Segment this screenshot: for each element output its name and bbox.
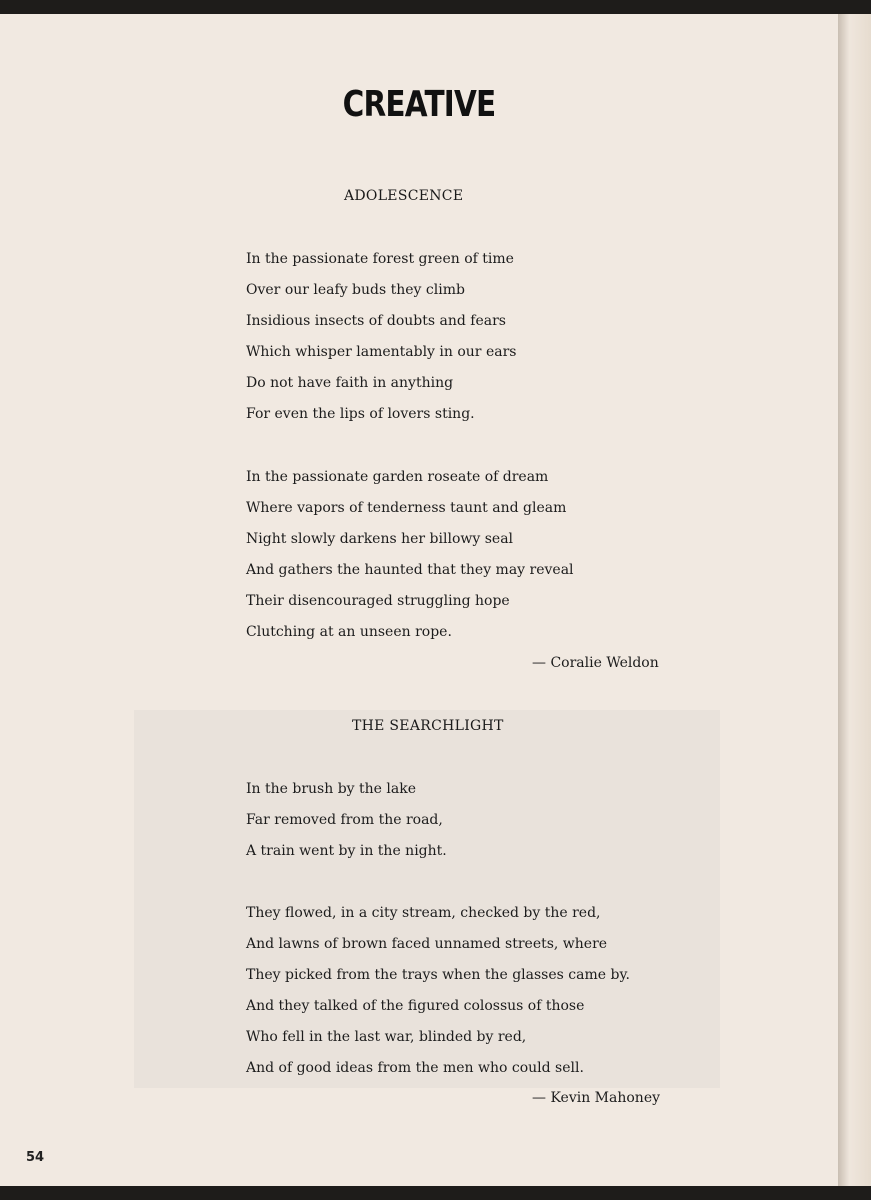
poem-line: And they talked of the figured colossus of those: [246, 998, 585, 1014]
poem-line: Their disencouraged struggling hope: [246, 593, 510, 609]
page-number: 54: [26, 1150, 45, 1165]
poem-author-coralie-weldon: — Coralie Weldon: [532, 655, 659, 671]
poem-line: They flowed, in a city stream, checked by the red,: [246, 905, 601, 921]
poem-line: They picked from the trays when the glasses came by.: [246, 967, 630, 983]
poem-adolescence-stanza-2: [246, 462, 574, 648]
poem-searchlight-stanza-1: [246, 774, 447, 867]
poem-line: And gathers the haunted that they may reveal: [246, 562, 574, 578]
poem-line: And of good ideas from the men who could sell.: [246, 1060, 584, 1076]
poem-line: Do not have faith in anything: [246, 375, 454, 391]
poem-line: And lawns of brown faced unnamed streets, where: [246, 936, 608, 952]
poem-title-the-searchlight: THE SEARCHLIGHT: [352, 718, 504, 734]
poem-line: Night slowly darkens her billowy seal: [246, 531, 514, 547]
poem-title-adolescence: ADOLESCENCE: [344, 188, 464, 204]
poem-line: For even the lips of lovers sting.: [246, 406, 475, 422]
poem-line: Far removed from the road,: [246, 812, 443, 828]
poem-line: A train went by in the night.: [246, 843, 447, 859]
section-heading: CREATIVE: [342, 84, 496, 125]
poem-line: Where vapors of tenderness taunt and gleam: [246, 500, 567, 516]
poem-searchlight-stanza-2: [246, 898, 630, 1084]
poem-adolescence-stanza-1: [246, 244, 516, 430]
poem-line: In the brush by the lake: [246, 781, 416, 797]
poem-line: In the passionate garden roseate of dream: [246, 469, 549, 485]
poem-line: Insidious insects of doubts and fears: [246, 313, 506, 329]
poem-author-kevin-mahoney: — Kevin Mahoney: [532, 1090, 661, 1106]
poem-line: Over our leafy buds they climb: [246, 282, 465, 298]
poem-line: Who fell in the last war, blinded by red,: [246, 1029, 527, 1045]
page: [0, 14, 838, 1186]
book-gutter: [838, 14, 871, 1186]
poem-line: Clutching at an unseen rope.: [246, 624, 452, 640]
poem-line: In the passionate forest green of time: [246, 251, 514, 267]
poem-line: Which whisper lamentably in our ears: [246, 344, 517, 360]
